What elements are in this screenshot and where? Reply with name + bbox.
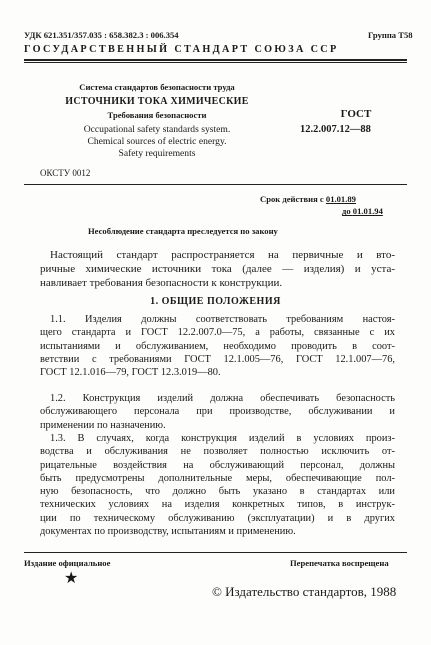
paragraph-line: ную безопасность, что должно быть указано в стандартах или: [40, 486, 395, 498]
english-title-line-1: Occupational safety standards system.: [83, 124, 231, 135]
gost-label: ГОСТ: [340, 108, 372, 120]
paragraph-line: ветствии с требованиями ГОСТ 12.1.005—76, ГОСТ 12.1.007—76,: [40, 353, 395, 365]
paragraph-line: рицательные воздействия на обслуживающий персонал, должны: [40, 459, 395, 471]
paragraph-line: документах по производству, испытаниям и применению.: [40, 526, 296, 538]
system-name: Система стандартов безопасности труда: [79, 82, 235, 92]
paragraph-line: технических условиях на изделия конкретных типов, в инструк-: [40, 499, 395, 511]
validity-from: [260, 194, 356, 204]
header-rule-thick: [24, 59, 407, 61]
gost-number: 12.2.007.12—88: [300, 124, 371, 135]
star-icon: ★: [64, 570, 79, 587]
intro-line: навливает требования безопасности к конструкции.: [40, 277, 283, 289]
standard-union-heading: ГОСУДАРСТВЕННЫЙ СТАНДАРТ СОЮЗА ССР: [24, 44, 339, 55]
intro-paragraph: [40, 248, 395, 290]
header-rule-thin: [24, 62, 407, 63]
paragraph-line: водства и обслуживания не позволяет полностью исключить от-: [40, 446, 395, 458]
paragraph-line: 1.3. В случаях, когда конструкция изделий в условиях произ-: [50, 433, 395, 444]
law-notice: Несоблюдение стандарта преследуется по закону: [88, 226, 278, 236]
udk-code: УДК 621.351/357.035 : 658.382.3 : 006.354: [24, 30, 179, 40]
paragraph-line: обслуживающего персонала при производстве, обслуживании и: [40, 406, 395, 418]
validity-to: [342, 206, 383, 216]
english-title-line-3: Safety requirements: [118, 148, 196, 159]
group-code: Группа Т58: [368, 30, 413, 40]
intro-line: Настоящий стандарт распространяется на первичные и вто-: [50, 249, 395, 261]
intro-line: ричные химические источники тока (далее — изделия) и уста-: [40, 263, 395, 275]
document-title: ИСТОЧНИКИ ТОКА ХИМИЧЕСКИЕ: [65, 96, 249, 107]
paragraph-1-1: [40, 313, 395, 379]
paragraph-line: щего стандарта и ГОСТ 12.2.007.0—75, а работы, связанные с их: [40, 327, 395, 339]
official-edition-label: Издание официальное: [24, 558, 111, 568]
paragraph-line: 1.2. Конструкция изделий должна обеспечивать безопасность: [50, 393, 395, 404]
validity-from-date: 01.01.89: [325, 194, 356, 204]
validity-to-date: 01.01.94: [352, 206, 383, 216]
validity-from-label: Срок действия с: [260, 194, 326, 204]
reprint-prohibited-label: Перепечатка воспрещена: [290, 558, 389, 568]
paragraph-line: применении по назначению.: [40, 419, 166, 431]
paragraph-line: ции по техническому обслуживанию (эксплуатации) и в других: [40, 512, 395, 524]
title-block-rule: [24, 184, 407, 185]
okstu-code: ОКСТУ 0012: [40, 168, 91, 178]
validity-to-label: до: [342, 206, 353, 216]
paragraph-line: испытаниями и обслуживанием, необходимо проводить в соот-: [40, 340, 395, 352]
paragraph-1-3: [40, 432, 395, 538]
section-1-heading: 1. ОБЩИЕ ПОЛОЖЕНИЯ: [150, 296, 281, 307]
paragraph-line: ГОСТ 12.1.016—79, ГОСТ 12.3.019—80.: [40, 367, 221, 379]
paragraph-1-2: [40, 392, 395, 432]
document-subtitle: Требования безопасности: [107, 110, 207, 120]
copyright-notice: © Издательство стандартов, 1988: [212, 584, 397, 599]
paragraph-line: 1.1. Изделия должны соответствовать требованиям настоя-: [50, 314, 395, 325]
footer-rule: [24, 552, 407, 553]
english-title-line-2: Chemical sources of electric energy.: [87, 136, 227, 147]
paragraph-line: быть предусмотрены дополнительные меры, обеспечивающие пол-: [40, 472, 395, 484]
